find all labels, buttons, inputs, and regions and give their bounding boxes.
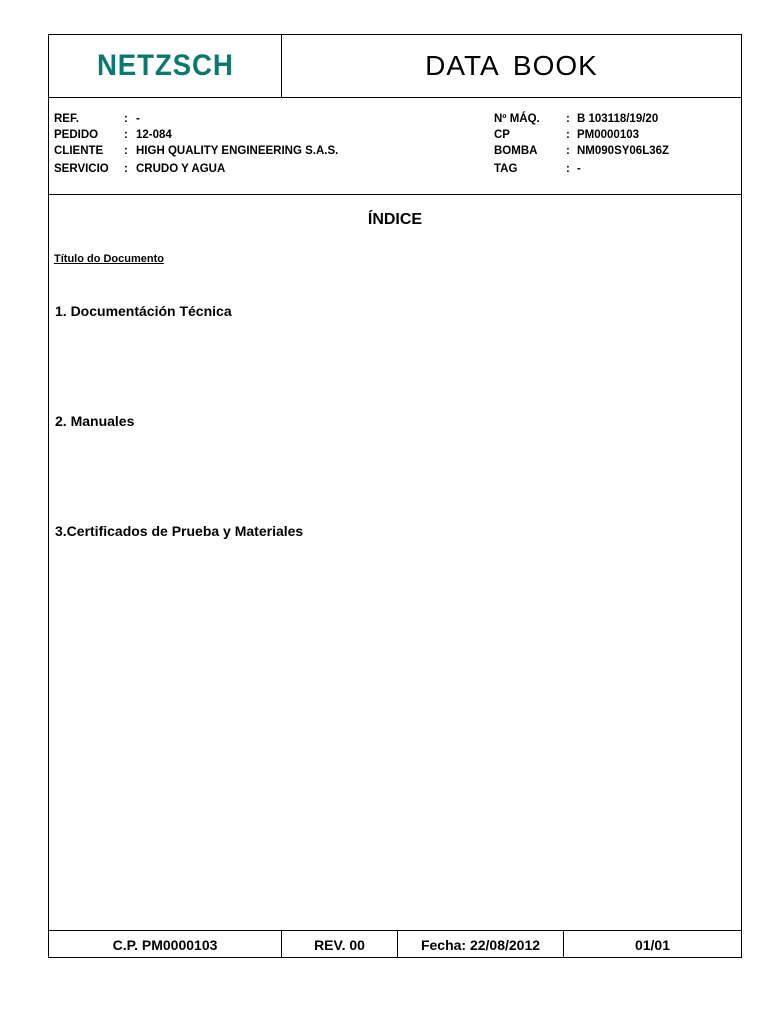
- info-separator: :: [124, 145, 128, 157]
- title-cell: [282, 35, 741, 97]
- info-value: 12-084: [136, 129, 172, 141]
- info-value: PM0000103: [577, 129, 640, 141]
- info-separator: :: [566, 129, 570, 141]
- info-value: B 103118/19/20: [577, 113, 659, 125]
- footer-date: Fecha: 22/08/2012: [398, 931, 564, 958]
- footer-revision: REV. 00: [282, 931, 398, 958]
- info-label: CP: [494, 129, 510, 141]
- info-separator: :: [124, 163, 128, 175]
- info-value: NM090SY06L36Z: [577, 145, 670, 157]
- info-label: BOMBA: [494, 145, 538, 157]
- section-documentacion-tecnica: 1. Documentáción Técnica: [55, 303, 232, 319]
- info-label: TAG: [494, 163, 518, 175]
- info-label: PEDIDO: [54, 129, 99, 141]
- info-label: CLIENTE: [54, 145, 104, 157]
- info-value: -: [136, 113, 140, 125]
- index-title: ÍNDICE: [367, 211, 423, 228]
- document-header: [49, 35, 741, 98]
- company-logo: NETZSCH: [96, 49, 234, 82]
- section-certificados: 3.Certificados de Prueba y Materiales: [55, 523, 304, 539]
- info-label: Nº MÁQ.: [494, 113, 540, 125]
- info-separator: :: [566, 145, 570, 157]
- footer-cp: C.P. PM0000103: [49, 931, 282, 958]
- document-title: DATA BOOK: [425, 50, 598, 81]
- info-block: [49, 97, 741, 195]
- info-separator: :: [566, 163, 570, 175]
- info-label: REF.: [54, 113, 79, 125]
- info-separator: :: [566, 113, 570, 125]
- info-value: -: [577, 163, 581, 175]
- info-separator: :: [124, 113, 128, 125]
- info-value: CRUDO Y AGUA: [136, 163, 226, 175]
- logo-cell: [49, 35, 282, 97]
- document-frame: [48, 34, 742, 958]
- index-body: [49, 195, 741, 930]
- footer-page-number: 01/01: [634, 936, 671, 953]
- document-title-column-header: Título do Documento: [54, 253, 164, 265]
- section-manuales: 2. Manuales: [55, 413, 135, 429]
- info-label: SERVICIO: [54, 163, 109, 175]
- info-separator: :: [124, 129, 128, 141]
- document-footer: [49, 930, 741, 958]
- info-value: HIGH QUALITY ENGINEERING S.A.S.: [136, 145, 339, 157]
